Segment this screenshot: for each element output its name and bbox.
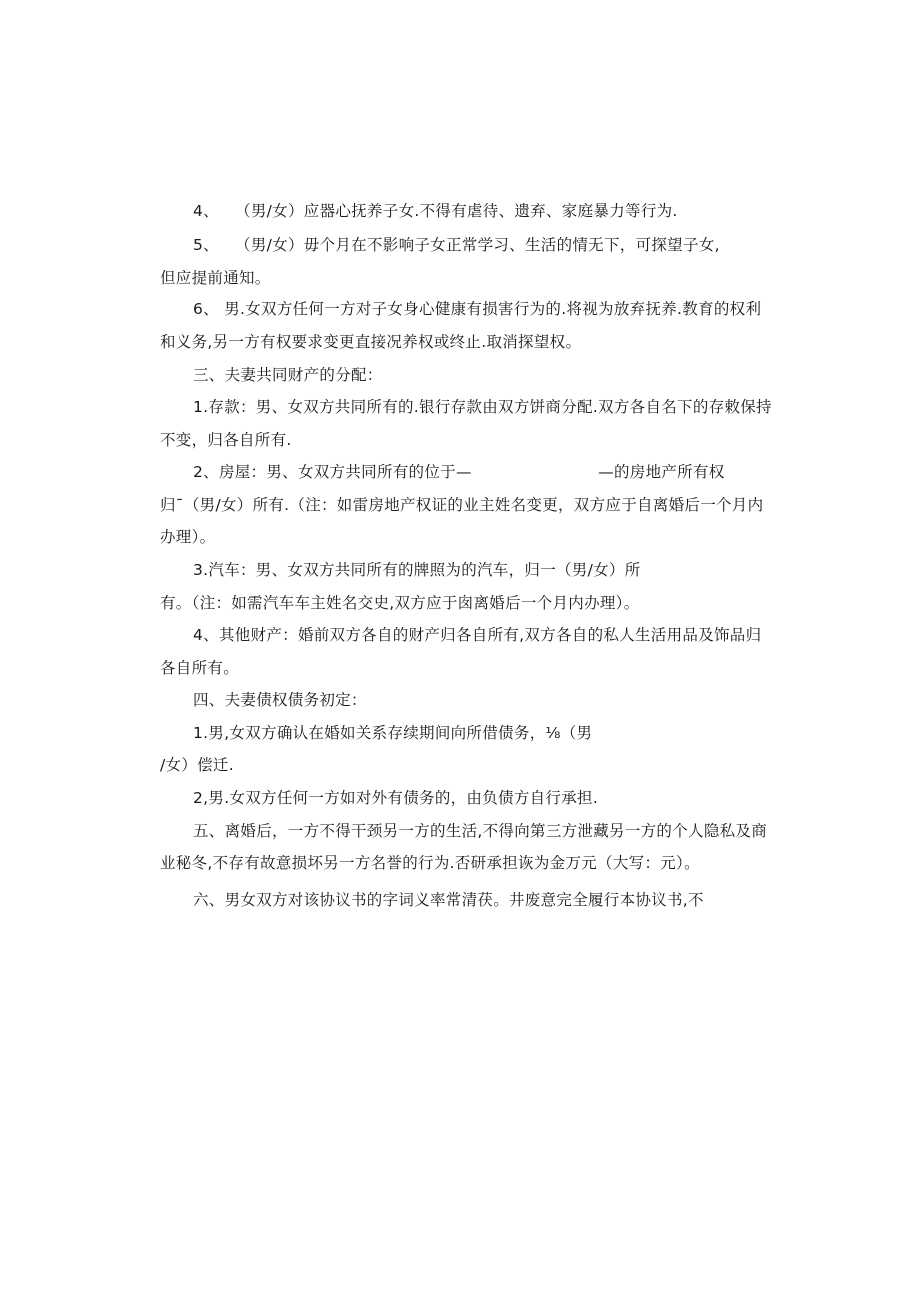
section-heading: 六、男女双方对该协议书的字词义率常清茯。井废意完全履行本协议书,不 [193, 891, 704, 909]
text-line: 4、其他财产：婚前双方各自的财产归各自所有,双方各自的私人生活用品及饰品归 [193, 626, 762, 644]
section-heading: 三、夫妻共同财产的分配： [193, 366, 383, 384]
text-line: 5、 （男/女）毋个月在不影响子女正常学习、生活的情无下，可探望子女, [193, 236, 720, 254]
text-line: 1.存款：男、女双方共同所有的.银行存款由双方饼商分配.双方各自名下的存敕保持 [193, 398, 772, 416]
text-line: 3.汽车：男、女双方共同所有的牌照为的汽车，归一（男/女）所 [193, 561, 641, 579]
text-line: 办理）。 [160, 528, 216, 546]
text-line: 6、 男.女双方任何一方对子女身心健康有损害行为的.将视为放弃抚养.教育的权利 [193, 300, 762, 318]
section-heading: 五、离婚后，一方不得干颈另一方的生活,不得向第三方泄藏另一方的个人隐私及商 [193, 822, 768, 840]
text-line: 不变，归各自所有. [160, 431, 292, 449]
text-line: 4、 （男/女）应器心抚养子女.不得有虐待、遗弃、家庭暴力等行为. [193, 202, 678, 220]
text-line: 1.男,女双方确认在婚如关系存续期间向所借债务，⅛（男 [193, 724, 593, 742]
text-line: /女）偿迁. [160, 756, 234, 774]
text-line: 业秘冬,不存有故意损坏另一方名誉的行为.否研承担诙为金万元（大写：元）。 [160, 854, 700, 872]
text-line: 但应提前通知。 [160, 269, 271, 287]
section-heading: 四、夫妻债权债务初定： [193, 691, 367, 709]
text-line: 归¯（男/女）所有.（注：如雷房地产权证的业主姓名变更，双方应于自离婚后一个月内 [160, 496, 764, 514]
text-line: 有。（注：如需汽车车主姓名交史,双方应于囱离婚后一个月内办理）。 [160, 594, 640, 612]
text-line: 各自所有。 [160, 659, 240, 677]
text-line: 2、房屋：男、女双方共同所有的位于— —的房地产所有权 [193, 463, 725, 481]
text-line: 2,男.女双方任何一方如对外有债务的，由负债方自行承担. [193, 789, 599, 807]
text-line: 和义务,另一方有权要求变更直接况养权或终止.取消探望权。 [160, 333, 582, 351]
